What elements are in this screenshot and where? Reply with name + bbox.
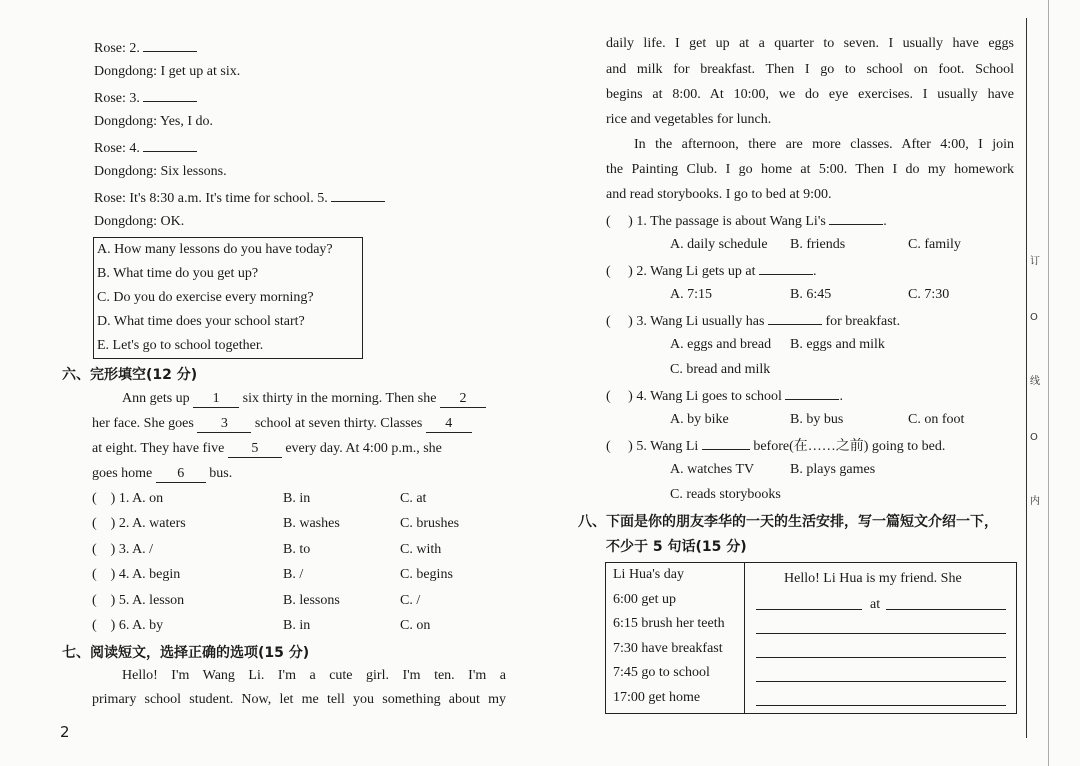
- option-b: B. 6:45: [790, 287, 832, 302]
- margin-mark: 线: [1030, 376, 1040, 387]
- reading-line: the Painting Club. I go home at 5:00. Then I do my homework: [606, 162, 1014, 177]
- reading-line: daily life. I get up at a quarter to seven. I usually have eggs: [606, 36, 1014, 51]
- option-b: B. washes: [283, 516, 340, 531]
- option-b: B. in: [283, 618, 311, 633]
- options-box: [93, 237, 363, 359]
- option-b: B. eggs and milk: [790, 337, 885, 352]
- option-c: C. /: [400, 593, 421, 608]
- schedule-item: 6:15 brush her teeth: [613, 616, 725, 631]
- option-b: B. /: [283, 567, 304, 582]
- option-a: A. 7:15: [670, 287, 712, 302]
- option-a: A. by bike: [670, 412, 729, 427]
- page-edge: [1048, 0, 1049, 766]
- cloze-question: ( ) 3. A. /: [92, 542, 154, 557]
- cloze-line: her face. She goes 3 school at seven thirty. Classes 4: [92, 414, 472, 434]
- cloze-line: goes home 6 bus.: [92, 466, 233, 481]
- writing-line[interactable]: [756, 681, 1006, 682]
- option-b: B. plays games: [790, 462, 876, 477]
- dialogue-line: Dongdong: Yes, I do.: [94, 114, 214, 129]
- option-b: B. friends: [790, 237, 846, 252]
- reading-question: ( ) 1. The passage is about Wang Li's .: [606, 210, 887, 230]
- option-c: C. at: [400, 491, 427, 506]
- option-c: C. Do you do exercise every morning?: [97, 290, 314, 305]
- binding-line: [1026, 18, 1027, 738]
- option-c: C. on foot: [908, 412, 965, 427]
- option-a: A. How many lessons do you have today?: [97, 242, 333, 257]
- option-b: B. to: [283, 542, 311, 557]
- reading-line: begins at 8:00. At 10:00, we do eye exercises. I usually have: [606, 87, 1014, 102]
- schedule-item: 17:00 get home: [613, 689, 701, 705]
- writing-line[interactable]: [756, 633, 1006, 634]
- section6-title: 六、完形填空(12 分): [62, 367, 198, 383]
- option-a: A. eggs and bread: [670, 337, 772, 352]
- answer-paren[interactable]: ( ): [606, 314, 633, 329]
- option-c: C. on: [400, 618, 431, 633]
- reading-line: rice and vegetables for lunch.: [606, 112, 772, 127]
- at-word: at: [870, 597, 881, 612]
- option-d: D. What time does your school start?: [97, 314, 305, 329]
- cloze-question: ( ) 1. A. on: [92, 491, 164, 506]
- reading-line: primary school student. Now, let me tell you something about my: [92, 692, 506, 707]
- reading-question: ( ) 4. Wang Li goes to school .: [606, 385, 843, 405]
- option-b: B. in: [283, 491, 311, 506]
- dialogue-line: Dongdong: I get up at six.: [94, 64, 241, 79]
- answer-paren[interactable]: ( ): [92, 593, 116, 608]
- option-c: C. family: [908, 237, 961, 252]
- reading-line: and read storybooks. I go to bed at 9:00.: [606, 187, 832, 202]
- answer-paren[interactable]: ( ): [92, 542, 116, 557]
- option-c: C. with: [400, 542, 442, 557]
- answer-paren[interactable]: ( ): [606, 264, 633, 279]
- writing-line[interactable]: [756, 705, 1006, 706]
- answer-paren[interactable]: ( ): [606, 389, 633, 404]
- writing-line[interactable]: [886, 609, 1006, 610]
- writing-line[interactable]: [756, 609, 862, 610]
- option-a: A. daily schedule: [670, 237, 768, 252]
- schedule-heading: Li Hua's day: [613, 567, 684, 582]
- option-c: C. reads storybooks: [670, 487, 781, 502]
- option-b: B. lessons: [283, 593, 340, 608]
- reading-line: and milk for breakfast. Then I go to school on foot. School: [606, 62, 1014, 77]
- schedule-item: 7:45 go to school: [613, 665, 710, 680]
- cloze-question: ( ) 2. A. waters: [92, 516, 186, 531]
- reading-question: ( ) 2. Wang Li gets up at .: [606, 260, 816, 280]
- schedule-column: [606, 563, 745, 713]
- dialogue-line: Rose: 2.: [94, 37, 197, 57]
- writing-line[interactable]: [756, 657, 1006, 658]
- answer-paren[interactable]: ( ): [92, 516, 116, 531]
- cloze-question: ( ) 6. A. by: [92, 618, 164, 633]
- answer-paren[interactable]: ( ): [606, 439, 633, 454]
- reading-line: In the afternoon, there are more classes. After 4:00, I join: [634, 137, 1014, 152]
- section8-subtitle: 不少于 5 句话(15 分): [606, 539, 747, 555]
- margin-mark: O: [1030, 312, 1038, 323]
- cloze-question: ( ) 5. A. lesson: [92, 593, 185, 608]
- option-c: C. begins: [400, 567, 453, 582]
- option-b: B. by bus: [790, 412, 844, 427]
- dialogue-line: Rose: 4.: [94, 137, 197, 157]
- dialogue-line: Dongdong: Six lessons.: [94, 164, 227, 179]
- answer-paren[interactable]: ( ): [92, 567, 116, 582]
- schedule-item: 6:00 get up: [613, 591, 676, 607]
- section7-title: 七、阅读短文，选择正确的选项(15 分): [62, 645, 310, 661]
- section8-title: 八、下面是你的朋友李华的一天的生活安排，写一篇短文介绍一下，: [578, 514, 998, 530]
- margin-mark: O: [1030, 432, 1038, 443]
- dialogue-line: Dongdong: OK.: [94, 214, 185, 229]
- writing-start: Hello! Li Hua is my friend. She: [784, 571, 962, 586]
- option-e: E. Let's go to school together.: [97, 338, 264, 353]
- cloze-line: Ann gets up 1 six thirty in the morning. Then she 2: [122, 389, 486, 409]
- option-c: C. bread and milk: [670, 362, 771, 377]
- reading-question: ( ) 3. Wang Li usually has for breakfast.: [606, 310, 900, 330]
- margin-mark: 内: [1030, 496, 1040, 507]
- option-c: C. 7:30: [908, 287, 950, 302]
- option-c: C. brushes: [400, 516, 460, 531]
- cloze-line: at eight. They have five 5 every day. At 4:00 p.m., she: [92, 441, 442, 456]
- reading-line: Hello! I'm Wang Li. I'm a cute girl. I'm ten. I'm a: [122, 668, 506, 683]
- reading-question: ( ) 5. Wang Li before(在……之前) going to bed.: [606, 435, 945, 455]
- margin-mark: 订: [1030, 256, 1040, 267]
- answer-paren[interactable]: ( ): [92, 618, 116, 633]
- dialogue-line: Rose: It's 8:30 a.m. It's time for school. 5.: [94, 187, 385, 207]
- schedule-table: [605, 562, 1017, 714]
- page-number: 2: [60, 723, 70, 741]
- dialogue-line: Rose: 3.: [94, 87, 197, 107]
- schedule-item: 7:30 have breakfast: [613, 640, 723, 656]
- option-a: A. watches TV: [670, 462, 755, 477]
- option-b: B. What time do you get up?: [97, 266, 259, 281]
- answer-paren[interactable]: ( ): [606, 214, 633, 229]
- cloze-question: ( ) 4. A. begin: [92, 567, 181, 582]
- answer-paren[interactable]: ( ): [92, 491, 116, 506]
- writing-area[interactable]: [746, 563, 1016, 713]
